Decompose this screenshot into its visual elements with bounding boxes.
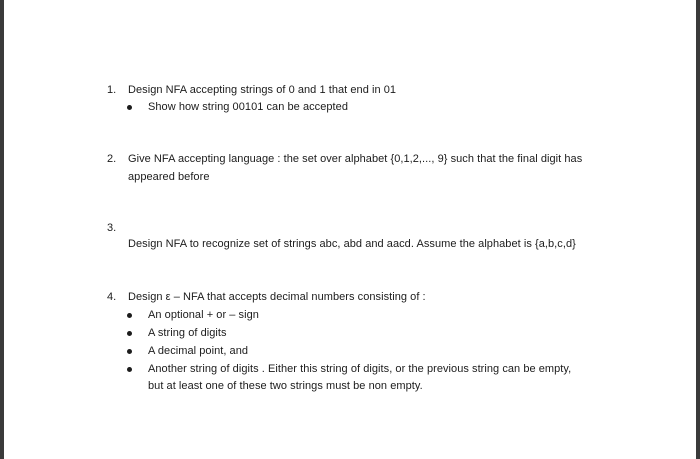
question-2-text-line-1: Give NFA accepting language : the set over alphabet {0,1,2,..., 9} such that the final digit has bbox=[128, 153, 583, 165]
bullet-icon bbox=[127, 105, 132, 110]
question-1-bullet-1: Show how string 00101 can be accepted bbox=[148, 101, 348, 113]
question-4-bullet-3: A decimal point, and bbox=[148, 345, 249, 357]
question-4-bullet-4: Another string of digits . Either this string of digits, or the previous string can be empty, bbox=[148, 363, 572, 375]
question-2-number: 2. bbox=[107, 153, 117, 165]
question-3-number: 3. bbox=[107, 222, 117, 234]
question-4-bullet-1: An optional + or – sign bbox=[148, 309, 259, 321]
bullet-icon bbox=[127, 313, 132, 318]
question-3-text: Design NFA to recognize set of strings abc, abd and aacd. Assume the alphabet is {a,b,c,d} bbox=[128, 238, 576, 250]
question-1-number: 1. bbox=[107, 84, 117, 96]
question-2-text-line-2: appeared before bbox=[128, 171, 210, 183]
question-4-bullet-2: A string of digits bbox=[148, 327, 227, 339]
question-1-text: Design NFA accepting strings of 0 and 1 that end in 01 bbox=[128, 84, 397, 96]
question-4-continuation: but at least one of these two strings must be non empty. bbox=[148, 380, 423, 392]
question-4-text: Design ε – NFA that accepts decimal numbers consisting of : bbox=[128, 291, 426, 303]
bullet-icon bbox=[127, 349, 132, 354]
bullet-icon bbox=[127, 331, 132, 336]
question-4-number: 4. bbox=[107, 291, 117, 303]
bullet-icon bbox=[127, 367, 132, 372]
